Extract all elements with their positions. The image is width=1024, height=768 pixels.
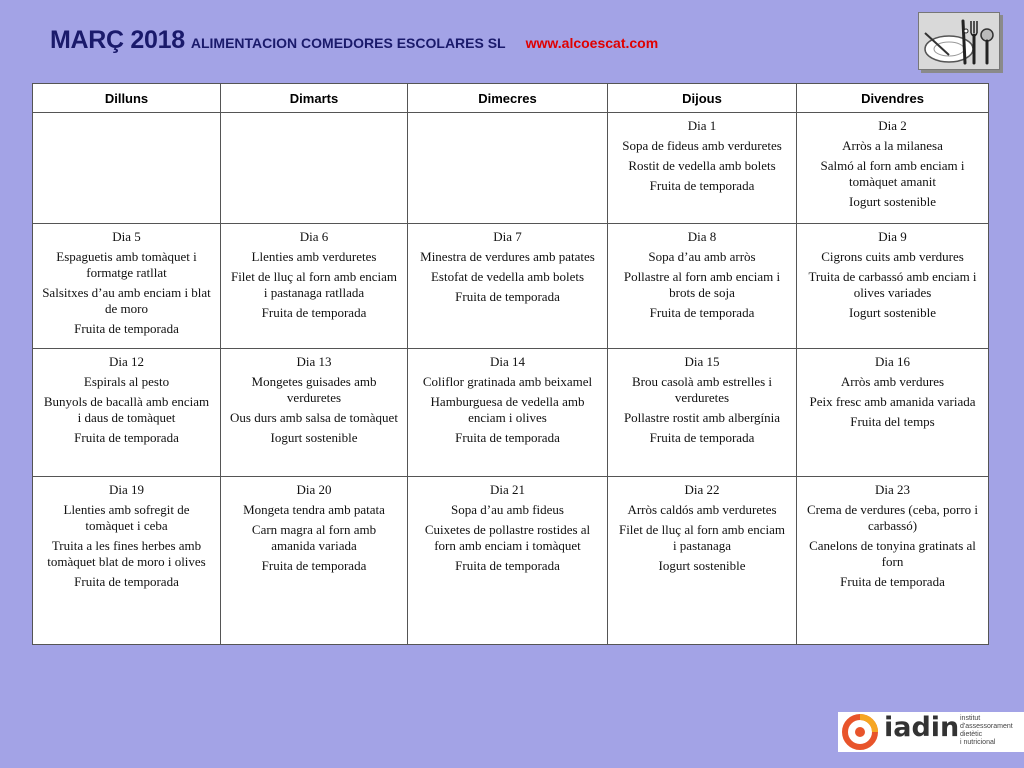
day-menu-cell: [408, 477, 608, 645]
day-menu-cell: [33, 224, 221, 349]
day-menu-cell: [797, 477, 989, 645]
day-number: Dia 20: [296, 482, 332, 497]
menu-dish: Sopa d’au amb fideus: [450, 502, 564, 517]
menu-dish: Fruita de temporada: [455, 289, 560, 304]
iadin-wordmark: iadin: [884, 712, 960, 743]
menu-dish: Espaguetis amb tomàquet i formatge ratllat: [56, 249, 197, 280]
menu-dish: Pollastre rostit amb albergínia: [623, 410, 781, 425]
cutlery-plate-icon: [918, 12, 1000, 70]
day-number: Dia 6: [299, 229, 329, 244]
menu-dish: Pollastre al forn amb enciam i brots de soja: [623, 269, 781, 300]
day-menu-cell: [221, 349, 408, 477]
menu-dish: Iogurt sostenible: [270, 430, 358, 445]
menu-calendar-table: [32, 83, 989, 645]
menu-dish: Fruita de temporada: [649, 430, 755, 445]
menu-dish: Sopa d’au amb arròs: [648, 249, 756, 264]
menu-dish: Cigrons cuits amb verdures: [821, 249, 964, 264]
day-menu-cell: [33, 477, 221, 645]
menu-dish: Arròs a la milanesa: [842, 138, 943, 153]
day-menu-cell: [797, 224, 989, 349]
menu-dish: Truita de carbassó amb enciam i olives variades: [808, 269, 977, 300]
week-row: [33, 477, 989, 645]
day-number: Dia 1: [687, 118, 717, 133]
menu-dish: Iogurt sostenible: [848, 305, 936, 320]
day-number: Dia 2: [878, 118, 907, 133]
menu-dish: Fruita de temporada: [74, 430, 179, 445]
menu-dish: Iogurt sostenible: [848, 194, 936, 209]
day-number: Dia 9: [878, 229, 907, 244]
menu-dish: Fruita de temporada: [649, 305, 755, 320]
menu-dish: Mongetes guisades amb verduretes: [251, 374, 377, 405]
menu-dish: Estofat de vedella amb bolets: [430, 269, 585, 284]
day-menu-cell: [33, 349, 221, 477]
day-number: Dia 21: [489, 482, 526, 497]
menu-dish: Carn magra al forn amb amanida variada: [251, 522, 377, 553]
menu-dish: Fruita de temporada: [649, 178, 755, 193]
day-number: Dia 8: [687, 229, 717, 244]
day-menu-cell: [608, 224, 797, 349]
day-menu-cell: [408, 349, 608, 477]
day-number: Dia 7: [493, 229, 522, 244]
day-menu-cell: [221, 477, 408, 645]
empty-day-cell: [221, 113, 408, 224]
day-number: Dia 14: [489, 354, 526, 369]
company-name: ALIMENTACION COMEDORES ESCOLARES SL: [190, 35, 506, 51]
menu-dish: Brou casolà amb estrelles i verduretes: [631, 374, 773, 405]
week-row: [33, 349, 989, 477]
day-number: Dia 23: [874, 482, 911, 497]
day-menu-cell: [608, 349, 797, 477]
menu-dish: Fruita de temporada: [261, 305, 367, 320]
website-link[interactable]: www.alcoescat.com: [525, 35, 659, 51]
week-row: [33, 224, 989, 349]
day-number: Dia 16: [874, 354, 911, 369]
day-menu-cell: [608, 477, 797, 645]
menu-dish: Minestra de verdures amb patates: [420, 249, 595, 264]
empty-day-cell: [408, 113, 608, 224]
day-number: Dia 5: [112, 229, 141, 244]
menu-dish: Fruita de temporada: [74, 321, 179, 336]
menu-dish: Salmó al forn amb enciam i tomàquet amanit: [820, 158, 965, 189]
iadin-logo: [838, 712, 1024, 752]
empty-day-cell: [33, 113, 221, 224]
day-number: Dia 15: [684, 354, 720, 369]
menu-dish: Fruita de temporada: [455, 558, 560, 573]
menu-dish: Fruita del temps: [850, 414, 935, 429]
day-number: Dia 19: [108, 482, 145, 497]
weekday-header: Dimarts: [221, 84, 408, 113]
day-number: Dia 12: [108, 354, 145, 369]
menu-dish: Filet de lluç al forn amb enciam i pastanaga ratllada: [230, 269, 398, 300]
weekday-header: Dilluns: [33, 84, 221, 113]
menu-dish: Arròs caldós amb verduretes: [627, 502, 777, 517]
menu-dish: Fruita de temporada: [74, 574, 179, 589]
menu-dish: Llenties amb verduretes: [251, 249, 377, 264]
day-number: Dia 22: [684, 482, 720, 497]
day-menu-cell: [408, 224, 608, 349]
menu-dish: Cuixetes de pollastre rostides al forn amb enciam i tomàquet: [424, 522, 591, 553]
menu-dish: Rostit de vedella amb bolets: [628, 158, 776, 173]
weekday-header-row: [33, 84, 989, 113]
menu-dish: Mongeta tendra amb patata: [243, 502, 385, 517]
menu-dish: Arròs amb verdures: [840, 374, 945, 389]
menu-dish: Hamburguesa de vedella amb enciam i olives: [430, 394, 585, 425]
menu-dish: Sopa de fideus amb verduretes: [622, 138, 782, 153]
day-menu-cell: [608, 113, 797, 224]
menu-dish: Salsitxes d’au amb enciam i blat de moro: [42, 285, 211, 316]
menu-dish: Peix fresc amb amanida variada: [809, 394, 976, 409]
menu-dish: Filet de lluç al forn amb enciam i pastanaga: [618, 522, 786, 553]
menu-dish: Coliflor gratinada amb beixamel: [422, 374, 593, 389]
menu-dish: Canelons de tonyina gratinats al forn: [809, 538, 976, 569]
day-menu-cell: [221, 224, 408, 349]
page-title: MARÇ 2018: [50, 26, 185, 54]
weekday-header: Divendres: [797, 84, 989, 113]
menu-dish: Iogurt sostenible: [658, 558, 746, 573]
menu-dish: Bunyols de bacallà amb enciam i daus de tomàquet: [43, 394, 210, 425]
week-row: [33, 113, 989, 224]
menu-dish: Fruita de temporada: [840, 574, 945, 589]
menu-dish: Crema de verdures (ceba, porro i carbassó): [806, 502, 979, 533]
day-number: Dia 13: [296, 354, 332, 369]
day-menu-cell: [797, 349, 989, 477]
page-header: [50, 26, 658, 55]
menu-dish: Fruita de temporada: [261, 558, 367, 573]
day-menu-cell: [797, 113, 989, 224]
menu-dish: Ous durs amb salsa de tomàquet: [230, 410, 398, 425]
menu-dish: Truita a les fines herbes amb tomàquet blat de moro i olives: [47, 538, 206, 569]
weekday-header: Dimecres: [408, 84, 608, 113]
menu-dish: Fruita de temporada: [455, 430, 560, 445]
menu-dish: Llenties amb sofregit de tomàquet i ceba: [63, 502, 190, 533]
menu-dish: Espirals al pesto: [83, 374, 170, 389]
iadin-flame-icon: [840, 712, 884, 752]
iadin-tagline: institut d'assessorament dietètic i nutricional: [960, 715, 1013, 746]
weekday-header: Dijous: [608, 84, 797, 113]
